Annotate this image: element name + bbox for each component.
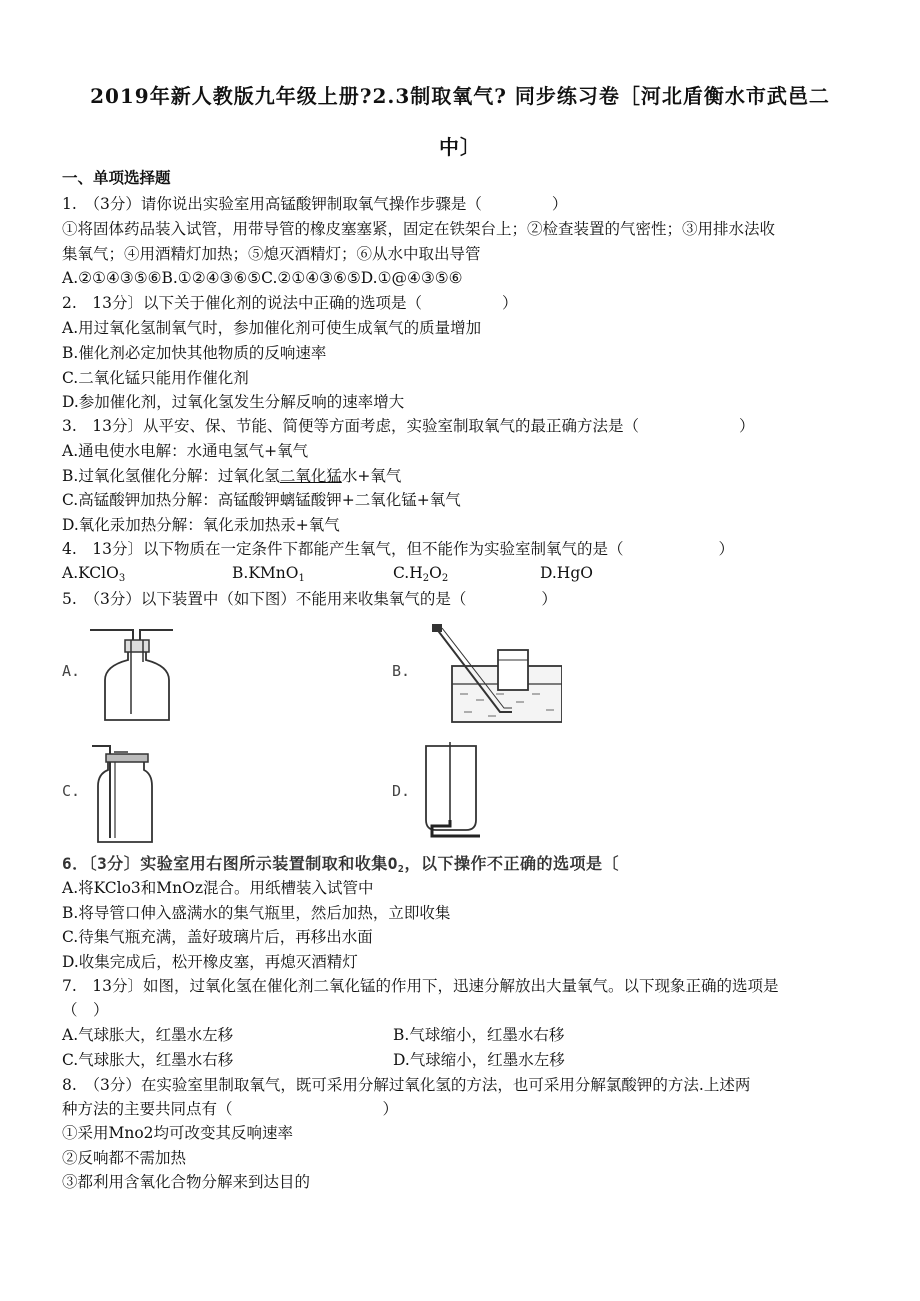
q4-c-text2: O xyxy=(429,564,442,582)
q3-option-d: D.氧化汞加热分解：氧化汞加热汞+氧气 xyxy=(62,516,340,534)
q8-stem2 xyxy=(62,1099,398,1119)
q3-stem xyxy=(62,416,755,436)
q3-stem-text: 3. 13分〕从平安、保、节能、简便等方面考虑，实验室制取氧气的最正确方法是（ xyxy=(62,417,640,435)
q8-close: ） xyxy=(382,1100,399,1118)
q2-close: ） xyxy=(502,294,518,312)
q8-item-3: ③都利用含氧化合物分解来到达目的 xyxy=(62,1173,311,1191)
q5-figure-b-water-trough xyxy=(412,620,562,725)
q4-close: ） xyxy=(718,540,735,558)
q4-b-sub: 1 xyxy=(298,573,305,584)
q6-option-d: D.收集完成后，松开橡皮塞，再熄灭酒精灯 xyxy=(62,953,358,971)
q2-stem-text: 2. 13分〕以下关于催化剂的说法中正确的选项是（ xyxy=(62,294,423,312)
q8-stem1: 8. （3分）在实验室里制取氧气，既可采用分解过氧化氢的方法，也可采用分解氯酸钾的方法.上述两 xyxy=(62,1076,751,1094)
q8-item-1: ①采用Mno2均可改变其反响速率 xyxy=(62,1124,294,1142)
q3-option-b xyxy=(62,466,401,486)
q4-a-text: A.KClO xyxy=(62,564,119,582)
q4-c-text1: C.H xyxy=(393,564,423,582)
q3-close: ） xyxy=(739,417,755,435)
q1-options: A.②①④③⑤⑥B.①②④③⑥⑤C.②①④③⑥⑤D.①@④③⑤⑥ xyxy=(62,269,463,287)
q3-option-b-pre: B.过氧化氢催化分解：过氧化氢 xyxy=(62,467,280,485)
q1-text2: 集氧气；④用酒精灯加热；⑤熄灭酒精灯；⑥从水中取出导管 xyxy=(62,245,481,263)
q4-option-b xyxy=(232,563,305,589)
q4-c-sub1: 2 xyxy=(422,573,430,584)
q2-option-b: B.催化剂必定加快其他物质的反响速率 xyxy=(62,344,327,362)
q5-stem-text: 5. （3分）以下装置中（如下图）不能用来收集氧气的是（ xyxy=(62,590,467,608)
q1-close: ） xyxy=(551,195,568,213)
q7-option-c: C.气球胀大，红墨水右移 xyxy=(62,1051,234,1069)
q3-option-b-post: 水+氧气 xyxy=(341,467,402,485)
q1-stem-text: 1. （3分）请你说出实验室用高锰酸钾制取氧气操作步骤是（ xyxy=(62,195,482,213)
q5-label-d: D. xyxy=(392,782,411,800)
q4-option-c xyxy=(393,563,448,589)
q4-option-d: D.HgO xyxy=(540,564,593,582)
page-title-line1: 2019年新人教版九年级上册?2.3制取氧气? 同步练习卷［河北盾衡水市武邑二 xyxy=(90,84,830,108)
q1-text1: ①将固体药品装入试管，用带导管的橡皮塞塞紧，固定在铁架台上；②检查装置的气密性；③用排水法收 xyxy=(62,220,776,238)
q8-stem2-text: 种方法的主要共同点有（ xyxy=(62,1100,233,1118)
q2-option-d: D.参加催化剂，过氧化氢发生分解反响的速率增大 xyxy=(62,393,405,411)
q1-stem xyxy=(62,194,567,214)
page-title-line2: 中〕 xyxy=(439,135,481,159)
q3-option-c: C.高锰酸钾加热分解：高锰酸钾螭锰酸钾+二氧化锰+氧气 xyxy=(62,491,461,509)
q4-option-a xyxy=(62,563,125,589)
q5-figure-d-bottle xyxy=(418,738,488,840)
q7-option-a: A.气球胀大，红墨水左移 xyxy=(62,1026,234,1044)
q4-a-sub: 3 xyxy=(118,573,126,584)
q5-label-c: C. xyxy=(62,782,81,800)
section-heading: 一、单项选择题 xyxy=(62,168,171,187)
q3-option-b-catalyst: 二氧化猛 xyxy=(279,467,342,485)
q5-label-b: B. xyxy=(392,662,411,680)
q5-close: ） xyxy=(541,590,557,608)
q6-stem xyxy=(62,854,619,880)
q6-option-c: C.待集气瓶充满，盖好玻璃片后，再移出水面 xyxy=(62,928,373,946)
q6-stem-sub: 2 xyxy=(397,864,405,875)
q7-option-b: B.气球缩小，红墨水右移 xyxy=(393,1026,565,1044)
q6-option-a: A.将KClo3和MnOz混合。用纸槽装入试管中 xyxy=(62,879,374,897)
q5-stem xyxy=(62,589,557,609)
q6-stem-text: 6．〔3分〕实验室用右图所示装置制取和收集O xyxy=(62,854,398,873)
q2-stem xyxy=(62,293,518,313)
q5-label-a: A. xyxy=(62,662,81,680)
q2-option-c: C.二氧化锰只能用作催化剂 xyxy=(62,369,249,387)
q5-figure-a-bottle xyxy=(85,618,185,728)
q5-figure-c-bottle xyxy=(88,740,158,845)
q7-stem: 7. 13分〕如图，过氧化氢在催化剂二氧化锰的作用下，迅速分解放出大量氧气。以下现象正确的选项是 xyxy=(62,977,779,995)
q8-item-2: ②反响都不需加热 xyxy=(62,1149,187,1167)
q4-b-text: B.KMnO xyxy=(232,564,299,582)
q3-option-a: A.通电使水电解：水通电氢气+氧气 xyxy=(62,442,309,460)
q4-stem xyxy=(62,539,734,559)
q7-paren: （ ） xyxy=(62,1001,109,1019)
q4-c-sub2: 2 xyxy=(441,573,449,584)
q7-option-d: D.气球缩小，红墨水左移 xyxy=(393,1051,565,1069)
q2-option-a: A.用过氧化氢制氧气时，参加催化剂可使生成氧气的质量增加 xyxy=(62,319,482,337)
q6-option-b: B.将导管口伸入盛满水的集气瓶里，然后加热，立即收集 xyxy=(62,904,451,922)
q6-stem-post: ，以下操作不正确的选项是〔 xyxy=(404,854,619,873)
q4-stem-text: 4. 13分〕以下物质在一定条件下都能产生氧气，但不能作为实验室制氧气的是（ xyxy=(62,540,624,558)
